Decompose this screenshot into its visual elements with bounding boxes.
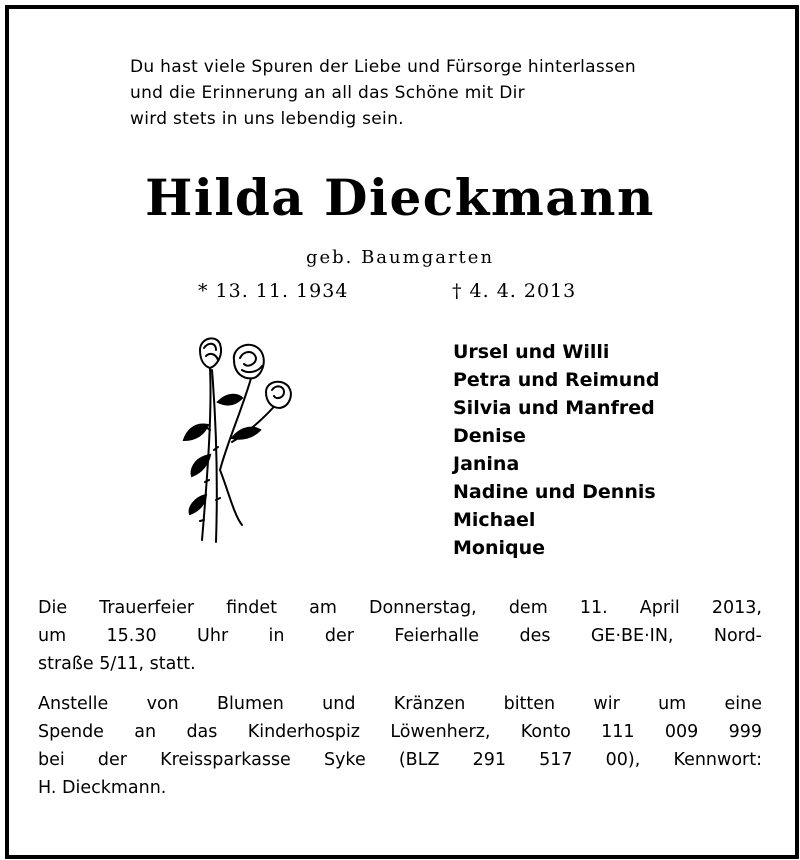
mourner-name: Nadine und Dennis xyxy=(453,481,656,503)
mourner-name: Petra und Reimund xyxy=(453,369,660,391)
text-line: um 15.30 Uhr in der Feierhalle des GE·BE·IN, Nord- xyxy=(38,626,762,646)
mourner-name: Silvia und Manfred xyxy=(453,397,655,419)
mourner-name: Monique xyxy=(453,537,546,559)
mourner-name: Ursel und Willi xyxy=(453,341,610,363)
text-line: Spende an das Kinderhospiz Löwenherz, Konto 111 009 999 xyxy=(38,722,762,742)
mourner-name: Michael xyxy=(453,509,536,531)
text-line: straße 5/11, statt. xyxy=(38,654,196,674)
verse-line: wird stets in uns lebendig sein. xyxy=(130,109,404,129)
donation-notice xyxy=(38,690,762,802)
death-date: † 4. 4. 2013 xyxy=(452,280,577,302)
verse-line: Du hast viele Spuren der Liebe und Fürsorge hinterlassen xyxy=(130,57,637,77)
text-line: H. Dieckmann. xyxy=(38,778,167,798)
mourners-list xyxy=(453,338,659,562)
text-line: Die Trauerfeier findet am Donnerstag, dem 11. April 2013, xyxy=(38,598,762,618)
verse-line: und die Erinnerung an all das Schöne mit Dir xyxy=(130,83,525,103)
funeral-notice xyxy=(38,594,762,678)
birth-name: geb. Baumgarten xyxy=(305,247,495,268)
text-line: Anstelle von Blumen und Kränzen bitten wir um eine xyxy=(38,694,762,714)
mourner-name: Janina xyxy=(453,453,520,475)
memorial-verse xyxy=(130,54,750,132)
text-line: bei der Kreissparkasse Syke (BLZ 291 517 00), Kennwort: xyxy=(38,750,762,770)
deceased-name: Hilda Dieckmann xyxy=(145,168,655,227)
birth-date: * 13. 11. 1934 xyxy=(198,280,349,302)
mourner-name: Denise xyxy=(453,425,526,447)
roses-icon xyxy=(172,330,302,550)
